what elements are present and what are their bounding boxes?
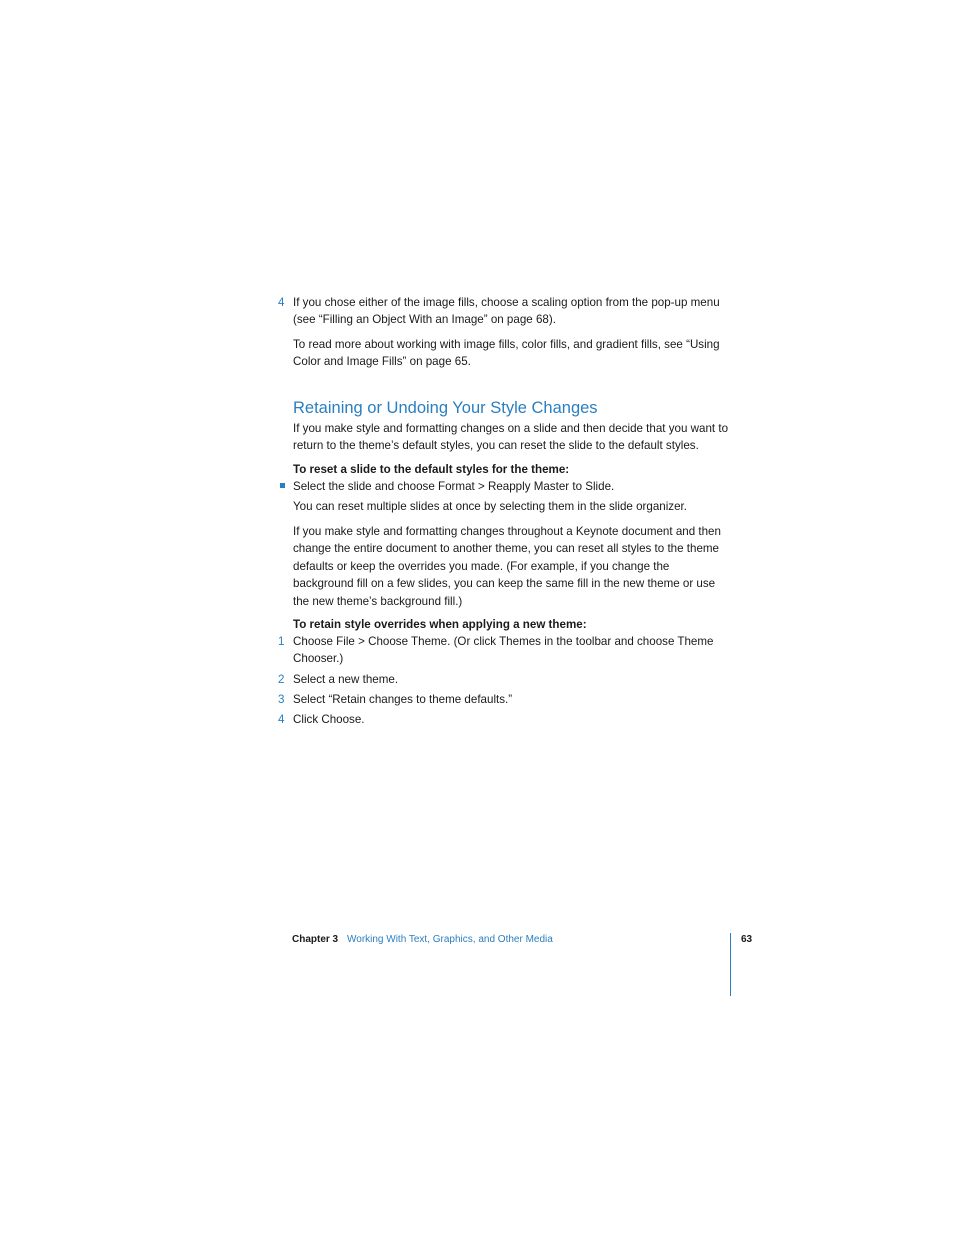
- step-text: Select “Retain changes to theme defaults.”: [293, 693, 513, 706]
- bullet-text: Select the slide and choose Format > Reapply Master to Slide.: [293, 480, 615, 493]
- step-number: 1: [278, 635, 285, 648]
- task-title: To retain style overrides when applying a new theme:: [293, 618, 587, 631]
- step-text: Click Choose.: [293, 713, 365, 726]
- step-text: If you chose either of the image fills, choose a scaling option from the pop-up menu (see “Filling an Object With an Image” on page 68).: [293, 296, 720, 327]
- intro-note: To read more about working with image fills, color fills, and gradient fills, see “Using Color and Image Fills” on page 65.: [293, 338, 720, 369]
- step-text: Select a new theme.: [293, 673, 399, 686]
- page-number: 63: [741, 934, 753, 945]
- step-number: 3: [278, 693, 285, 706]
- task-note: You can reset multiple slides at once by selecting them in the slide organizer.: [293, 500, 687, 513]
- task-title: To reset a slide to the default styles for the theme:: [293, 463, 570, 476]
- footer-divider: [730, 933, 731, 996]
- step-text: Choose File > Choose Theme. (Or click Themes in the toolbar and choose Theme Chooser.): [293, 635, 714, 666]
- body-paragraph: If you make style and formatting changes throughout a Keynote document and then change the entire document to another theme, you can reset all styles to the theme defaults or keep the overrides you made. (For example, if you change the background fill on a few slides, you can keep the same fill in the new theme or use the new theme’s background fill.): [293, 525, 721, 608]
- step-number: 2: [278, 673, 285, 686]
- section-intro: If you make style and formatting changes on a slide and then decide that you want to return to the theme’s default styles, you can reset the slide to the default styles.: [293, 422, 729, 453]
- section-heading: Retaining or Undoing Your Style Changes: [293, 399, 598, 417]
- step-number: 4: [278, 713, 285, 726]
- bullet-icon: [280, 483, 285, 488]
- footer-chapter: Chapter 3: [292, 934, 339, 945]
- step-number: 4: [278, 296, 285, 309]
- footer-title: Working With Text, Graphics, and Other Media: [347, 934, 553, 945]
